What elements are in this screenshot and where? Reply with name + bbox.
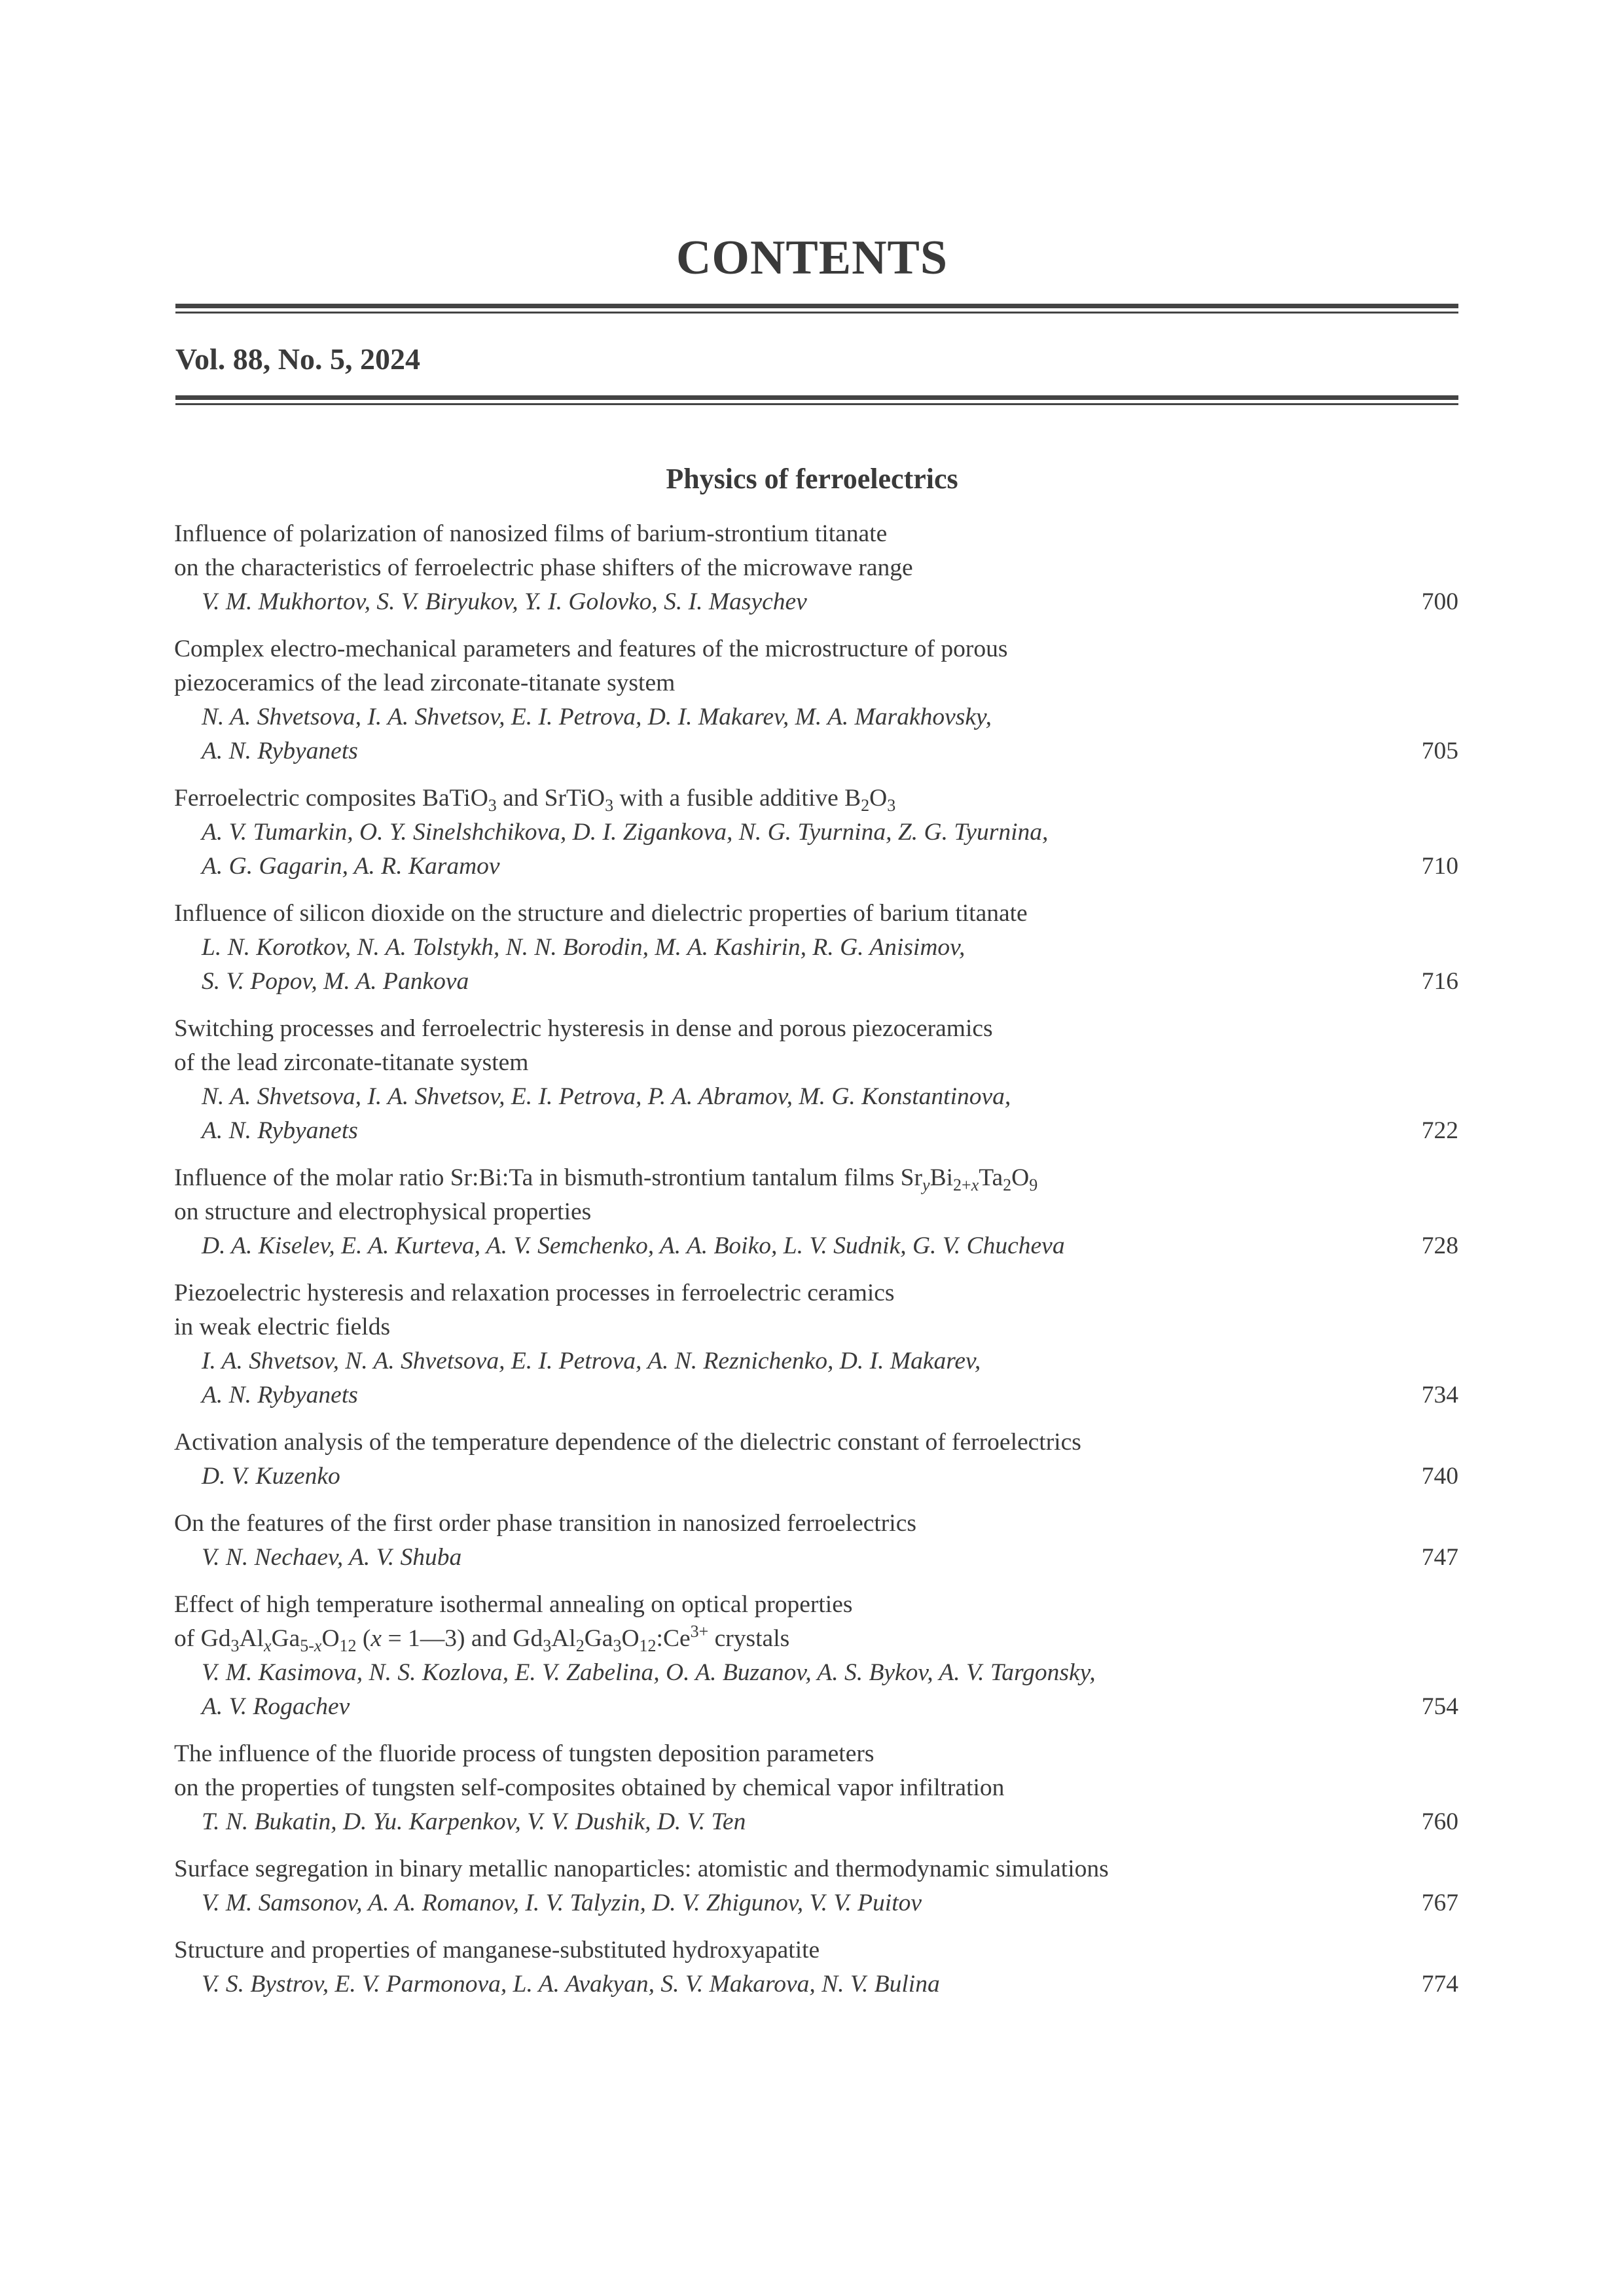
entry-title-line: of the lead zirconate-titanate system bbox=[174, 1049, 529, 1076]
entry-authors: A. N. Rybyanets bbox=[202, 738, 358, 764]
entry-page-number: 700 bbox=[1421, 588, 1458, 615]
entry-title-line: Switching processes and ferroelectric hysteresis in dense and porous piezoceramics bbox=[174, 1015, 993, 1042]
entry-title-fragment: = 1—3) and Gd bbox=[382, 1625, 543, 1652]
entry-title-line: On the features of the first order phase transition in nanosized ferroelectrics bbox=[174, 1510, 916, 1537]
entry-title-fragment: x bbox=[971, 1175, 979, 1194]
entry-title-fragment: 12 bbox=[339, 1636, 357, 1655]
entry-title-fragment: Ta bbox=[979, 1164, 1003, 1191]
entry-page-number: 760 bbox=[1421, 1808, 1458, 1835]
entry-title-line bbox=[174, 1161, 1458, 1195]
toc-entry[interactable] bbox=[174, 897, 1458, 999]
toc-entry[interactable] bbox=[174, 632, 1458, 768]
entry-title-fragment: 3 bbox=[887, 796, 896, 815]
entry-title-fragment: and SrTiO bbox=[496, 785, 605, 812]
entry-title-fragment: Effect of high temperature isothermal annealing on optical properties bbox=[174, 1591, 853, 1618]
entry-title-line: Surface segregation in binary metallic nanoparticles: atomistic and thermodynamic simulations bbox=[174, 1856, 1109, 1882]
entry-title-line: Piezoelectric hysteresis and relaxation processes in ferroelectric ceramics bbox=[174, 1280, 895, 1306]
entry-title-fragment: Bi bbox=[929, 1164, 954, 1191]
entry-authors: V. S. Bystrov, E. V. Parmonova, L. A. Avakyan, S. V. Makarova, N. V. Bulina bbox=[202, 1971, 940, 1998]
bottom-double-rule bbox=[175, 395, 1458, 405]
entry-title-line: in weak electric fields bbox=[174, 1314, 391, 1340]
entry-title-line: on the properties of tungsten self-composites obtained by chemical vapor infiltration bbox=[174, 1774, 1005, 1801]
toc-entry[interactable] bbox=[174, 517, 1458, 619]
toc-entry[interactable] bbox=[174, 1426, 1458, 1494]
entry-authors: V. M. Kasimova, N. S. Kozlova, E. V. Zabelina, O. A. Buzanov, A. S. Bykov, A. V. Targonsky, bbox=[202, 1659, 1096, 1686]
entry-title-fragment: 3 bbox=[488, 796, 497, 815]
entry-title-fragment: 2 bbox=[861, 796, 870, 815]
entry-page-number: 716 bbox=[1421, 968, 1458, 995]
entry-title-fragment: on structure and electrophysical properties bbox=[174, 1198, 592, 1225]
entry-authors: V. M. Mukhortov, S. V. Biryukov, Y. I. Golovko, S. I. Masychev bbox=[202, 588, 807, 615]
toc-entry[interactable] bbox=[174, 1852, 1458, 1920]
entry-page-number: 710 bbox=[1421, 853, 1458, 880]
entry-title-fragment: O bbox=[621, 1625, 640, 1652]
entry-title-fragment: y bbox=[922, 1175, 930, 1194]
entry-page-number: 722 bbox=[1421, 1117, 1458, 1144]
entry-page-number: 740 bbox=[1421, 1463, 1458, 1490]
toc-entry[interactable] bbox=[174, 781, 1458, 884]
entry-title-line: Structure and properties of manganese-substituted hydroxyapatite bbox=[174, 1937, 820, 1964]
toc-entry[interactable] bbox=[174, 1933, 1458, 2001]
entry-authors: T. N. Bukatin, D. Yu. Karpenkov, V. V. Dushik, D. V. Ten bbox=[202, 1808, 746, 1835]
toc-entry[interactable] bbox=[174, 1588, 1458, 1724]
entry-title-fragment: crystals bbox=[708, 1625, 790, 1652]
entry-authors: A. N. Rybyanets bbox=[202, 1382, 358, 1408]
entry-title-fragment: 3 bbox=[613, 1636, 622, 1655]
entry-authors: N. A. Shvetsova, I. A. Shvetsov, E. I. Petrova, P. A. Abramov, M. G. Konstantinova, bbox=[202, 1083, 1011, 1110]
entry-authors: A. V. Tumarkin, O. Y. Sinelshchikova, D. I. Zigankova, N. G. Tyurnina, Z. G. Tyurnina, bbox=[202, 819, 1049, 846]
entry-page-number: 734 bbox=[1421, 1382, 1458, 1408]
toc-entry[interactable] bbox=[174, 1012, 1458, 1148]
entry-title-line: Activation analysis of the temperature dependence of the dielectric constant of ferroelectrics bbox=[174, 1429, 1081, 1456]
entry-title-fragment: ( bbox=[356, 1625, 371, 1652]
entry-title-fragment: O bbox=[1011, 1164, 1030, 1191]
entry-title-fragment: Al bbox=[239, 1625, 264, 1652]
entry-title-line: The influence of the fluoride process of tungsten deposition parameters bbox=[174, 1740, 875, 1767]
entry-title-line bbox=[174, 1588, 1458, 1622]
entry-authors: D. A. Kiselev, E. A. Kurteva, A. V. Semchenko, A. A. Boiko, L. V. Sudnik, G. V. Chucheva bbox=[202, 1232, 1065, 1259]
entry-title-fragment: 5- bbox=[300, 1636, 314, 1655]
table-of-contents bbox=[174, 517, 1458, 2015]
entry-authors: A. V. Rogachev bbox=[202, 1693, 350, 1720]
entry-page-number: 705 bbox=[1421, 738, 1458, 764]
issue-info: Vol. 88, No. 5, 2024 bbox=[175, 342, 420, 376]
entry-authors: A. N. Rybyanets bbox=[202, 1117, 358, 1144]
entry-title-fragment: Influence of the molar ratio Sr:Bi:Ta in bismuth-strontium tantalum films Sr bbox=[174, 1164, 923, 1191]
entry-title-fragment: 3 bbox=[543, 1636, 552, 1655]
toc-entry[interactable] bbox=[174, 1737, 1458, 1839]
entry-title-fragment: O bbox=[321, 1625, 340, 1652]
entry-title-fragment: O bbox=[869, 785, 888, 812]
entry-title-fragment: of Gd bbox=[174, 1625, 231, 1652]
entry-title-line: Influence of silicon dioxide on the structure and dielectric properties of barium titanate bbox=[174, 900, 1028, 927]
toc-entry[interactable] bbox=[174, 1507, 1458, 1575]
entry-title-fragment: 12 bbox=[639, 1636, 657, 1655]
entry-title-fragment: with a fusible additive B bbox=[613, 785, 861, 812]
entry-title-line: on the characteristics of ferroelectric phase shifters of the microwave range bbox=[174, 554, 913, 581]
entry-title-fragment: Al bbox=[551, 1625, 576, 1652]
entry-authors: D. V. Kuzenko bbox=[202, 1463, 340, 1490]
entry-title-fragment: 9 bbox=[1029, 1175, 1038, 1194]
entry-title-line: piezoceramics of the lead zirconate-titanate system bbox=[174, 670, 676, 696]
entry-title-line: Influence of polarization of nanosized films of barium-strontium titanate bbox=[174, 520, 888, 547]
entry-title-line bbox=[174, 1195, 1458, 1229]
entry-authors: V. N. Nechaev, A. V. Shuba bbox=[202, 1544, 462, 1571]
toc-entry[interactable] bbox=[174, 1276, 1458, 1412]
entry-authors: I. A. Shvetsov, N. A. Shvetsova, E. I. Petrova, A. N. Reznichenko, D. I. Makarev, bbox=[202, 1348, 981, 1374]
entry-title-fragment: x bbox=[263, 1636, 272, 1655]
entry-page-number: 728 bbox=[1421, 1232, 1458, 1259]
entry-title-line bbox=[174, 1622, 1458, 1656]
entry-title-fragment: x bbox=[314, 1636, 322, 1655]
page-title: CONTENTS bbox=[676, 231, 948, 285]
entry-title-fragment: 3 bbox=[230, 1636, 240, 1655]
entry-title-fragment: 3 bbox=[605, 796, 614, 815]
entry-title-fragment: 2+ bbox=[953, 1175, 971, 1194]
entry-page-number: 767 bbox=[1421, 1890, 1458, 1916]
entry-page-number: 774 bbox=[1421, 1971, 1458, 1998]
entry-authors: A. G. Gagarin, A. R. Karamov bbox=[202, 853, 500, 880]
entry-title-fragment: Ferroelectric composites BaTiO bbox=[174, 785, 488, 812]
entry-authors: N. A. Shvetsova, I. A. Shvetsov, E. I. Petrova, D. I. Makarev, M. A. Marakhovsky, bbox=[202, 704, 992, 730]
entry-title-fragment: :Ce bbox=[656, 1625, 691, 1652]
entry-title-fragment: 2 bbox=[1003, 1175, 1012, 1194]
entry-title-fragment: 2 bbox=[575, 1636, 585, 1655]
section-heading: Physics of ferroelectrics bbox=[666, 463, 958, 495]
entry-title-fragment: 3+ bbox=[690, 1622, 709, 1641]
entry-authors: S. V. Popov, M. A. Pankova bbox=[202, 968, 469, 995]
entry-title-fragment: Ga bbox=[271, 1625, 300, 1652]
entry-page-number: 747 bbox=[1421, 1544, 1458, 1571]
entry-title-fragment: x bbox=[370, 1625, 382, 1652]
entry-title-fragment: Ga bbox=[584, 1625, 613, 1652]
entry-title-line bbox=[174, 781, 1458, 816]
entry-authors: L. N. Korotkov, N. A. Tolstykh, N. N. Borodin, M. A. Kashirin, R. G. Anisimov, bbox=[202, 934, 965, 961]
toc-entry[interactable] bbox=[174, 1161, 1458, 1263]
entry-page-number: 754 bbox=[1421, 1693, 1458, 1720]
entry-title-line: Complex electro-mechanical parameters and features of the microstructure of porous bbox=[174, 636, 1008, 662]
top-double-rule bbox=[175, 304, 1458, 314]
entry-authors: V. M. Samsonov, A. A. Romanov, I. V. Talyzin, D. V. Zhigunov, V. V. Puitov bbox=[202, 1890, 922, 1916]
